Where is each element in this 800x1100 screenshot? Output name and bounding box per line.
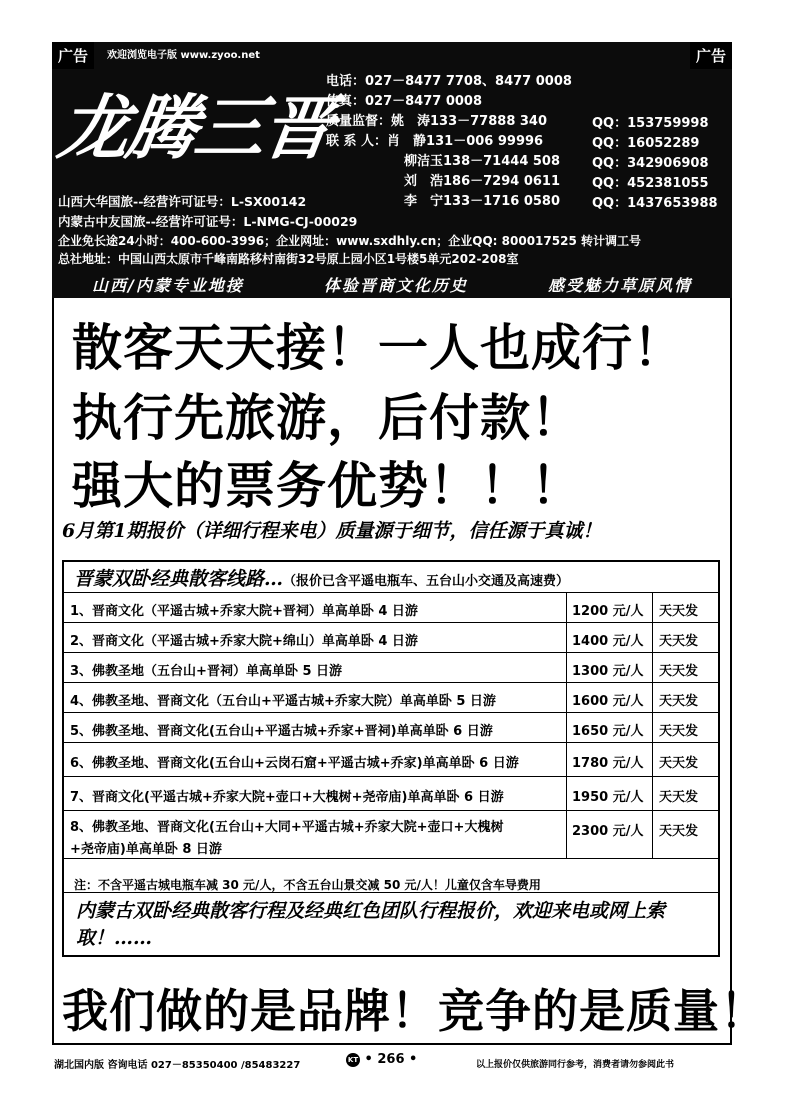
- route-6-price: 1780 元/人: [572, 756, 644, 771]
- qq-5: QQ：1437653988: [592, 196, 718, 211]
- divider: [64, 682, 718, 683]
- route-2-price: 1400 元/人: [572, 634, 644, 649]
- footer-right: 以上报价仅供旅游同行参考，消费者请勿参阅此书: [476, 1060, 675, 1070]
- contact-person-3: 刘 浩186－7294 0611: [404, 174, 561, 189]
- route-8-departure: 天天发: [659, 824, 699, 839]
- route-8: 8、佛教圣地、晋商文化(五台山+大同+平遥古城+乔家大院+壶口+大槐树: [70, 820, 504, 835]
- publisher-logo-icon: KT: [346, 1053, 360, 1067]
- headline-3: 强大的票务优势！！！: [72, 457, 582, 515]
- route-7-price: 1950 元/人: [572, 790, 644, 805]
- slogan-bar: [52, 270, 732, 298]
- hotline-text: 企业免长途24小时：400-600-3996；企业网址：www.sxdhly.cn；企业QQ: 800017525 转计调工号: [58, 234, 641, 248]
- route-3-price: 1300 元/人: [572, 664, 644, 679]
- slogan-2: 体验晋商文化历史: [323, 275, 468, 295]
- route-5-departure: 天天发: [659, 724, 699, 739]
- routes-title: [74, 564, 569, 591]
- contact-person-1: 联 系 人：肖 静131－006 99996: [326, 134, 544, 149]
- route-6: 6、佛教圣地、晋商文化(五台山+云岗石窟+平遥古城+乔家)单高单卧 6 日游: [70, 756, 519, 771]
- divider: [64, 712, 718, 713]
- routes-box: [62, 560, 720, 957]
- divider: [64, 776, 718, 777]
- slogan-3: 感受魅力草原风情: [547, 275, 692, 295]
- inner-mongolia-note: 内蒙古双卧经典散客行程及经典红色团队行程报价，欢迎来电或网上索取！……: [76, 900, 666, 949]
- divider: [64, 622, 718, 623]
- divider: [64, 810, 718, 811]
- column-divider: [652, 592, 653, 858]
- route-7-departure: 天天发: [659, 790, 699, 805]
- contact-person-4: 李 宁133－1716 0580: [404, 194, 561, 209]
- fax-text: 传真：027－8477 0008: [326, 94, 483, 109]
- license-neimenggu: 内蒙古中友国旅--经营许可证号：L-NMG-CJ-00029: [58, 214, 358, 229]
- route-6-departure: 天天发: [659, 756, 699, 771]
- headline-1: 散客天天接！一人也成行！: [72, 319, 684, 377]
- contact-block: [326, 72, 572, 192]
- divider: [64, 592, 718, 593]
- license-shanxi: 山西大华国旅--经营许可证号：L-SX00142: [58, 194, 307, 209]
- routes-note: （报价已含平遥电瓶车、五台山小交通及高速费）: [283, 574, 570, 589]
- address-text: 总社地址：中国山西太原市千峰南路移村南街32号原上园小区1号楼5单元202-208室: [58, 252, 519, 266]
- route-2: 2、晋商文化（平遥古城+乔家大院+绵山）单高单卧 4 日游: [70, 634, 418, 649]
- route-4-departure: 天天发: [659, 694, 699, 709]
- route-3-departure: 天天发: [659, 664, 699, 679]
- routes-title-text: 晋蒙双卧经典散客线路…: [74, 568, 284, 590]
- page-number: • 266 •: [364, 1052, 418, 1067]
- route-5-price: 1650 元/人: [572, 724, 644, 739]
- headline-2: 执行先旅游，后付款！: [72, 389, 582, 447]
- supervisor-text: 质量监督：姚 涛133－77888 340: [326, 114, 548, 129]
- qq-3: QQ：342906908: [592, 156, 709, 171]
- slogan-1: 山西/内蒙专业地接: [92, 275, 244, 295]
- divider: [64, 858, 718, 859]
- route-7: 7、晋商文化(平遥古城+乔家大院+壶口+大槐树+尧帝庙)单高单卧 6 日游: [70, 790, 504, 805]
- column-divider: [566, 592, 567, 858]
- route-1-departure: 天天发: [659, 604, 699, 619]
- qq-4: QQ：452381055: [592, 176, 709, 191]
- ad-tag-left: 广告: [52, 42, 94, 69]
- route-5: 5、佛教圣地、晋商文化(五台山+平遥古城+乔家+晋祠)单高单卧 6 日游: [70, 724, 493, 739]
- route-8-continued: +尧帝庙)单高单卧 8 日游: [70, 842, 222, 857]
- divider: [64, 652, 718, 653]
- footer-page: [346, 1052, 417, 1067]
- divider: [64, 892, 718, 893]
- brand-slogan: 我们做的是品牌！竞争的是质量！: [62, 984, 767, 1038]
- route-1: 1、晋商文化（平遥古城+乔家大院+晋祠）单高单卧 4 日游: [70, 604, 418, 619]
- qq-1: QQ：153759998: [592, 116, 709, 131]
- company-logo: 龙腾三晋: [53, 86, 338, 169]
- contact-person-2: 柳洁玉138－71444 508: [404, 154, 561, 169]
- divider: [64, 742, 718, 743]
- footer-left: 湖北国内版 咨询电话 027－85350400 /85483227: [54, 1060, 301, 1071]
- header-banner: [52, 42, 732, 298]
- phone-text: 电话：027－8477 7708、8477 0008: [326, 74, 572, 89]
- route-3: 3、佛教圣地（五台山+晋祠）单高单卧 5 日游: [70, 664, 343, 679]
- route-4: 4、佛教圣地、晋商文化（五台山+平遥古城+乔家大院）单高单卧 5 日游: [70, 694, 496, 709]
- period-line: 6月第1期报价（详细行程来电）质量源于细节，信任源于真诚！: [62, 520, 602, 542]
- site-line: 欢迎浏览电子版 www.zyoo.net: [107, 50, 260, 61]
- route-1-price: 1200 元/人: [572, 604, 644, 619]
- ad-tag-right: 广告: [690, 42, 732, 69]
- route-4-price: 1600 元/人: [572, 694, 644, 709]
- route-2-departure: 天天发: [659, 634, 699, 649]
- qq-2: QQ：16052289: [592, 136, 700, 151]
- footnote: 注：不含平遥古城电瓶车减 30 元/人，不含五台山景交减 50 元/人！儿童仅含车导费用: [74, 878, 541, 892]
- route-8-price: 2300 元/人: [572, 824, 644, 839]
